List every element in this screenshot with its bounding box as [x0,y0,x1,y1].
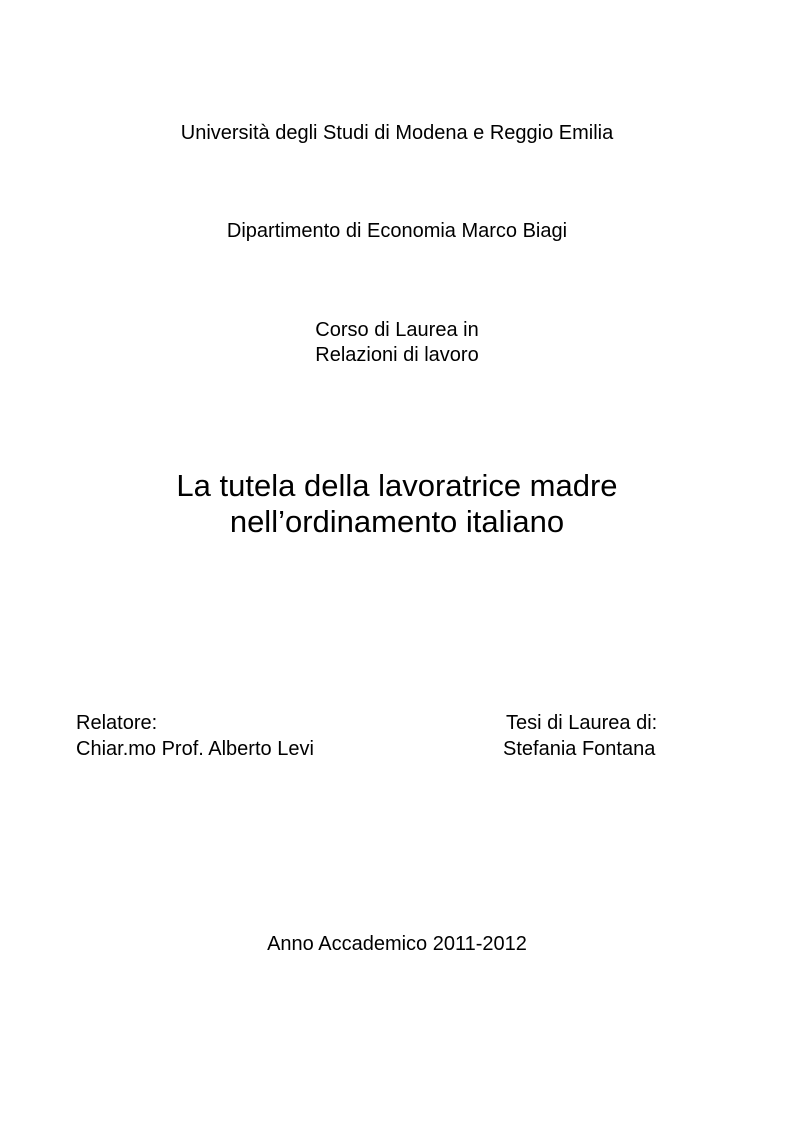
university-name: Università degli Studi di Modena e Reggio Emilia [180,122,614,144]
author-label: Tesi di Laurea di: [506,712,658,734]
course-label: Corso di Laurea in [315,319,479,341]
department-name: Dipartimento di Economia Marco Biagi [226,220,568,242]
supervisor-name: Chiar.mo Prof. Alberto Levi [76,738,314,760]
supervisor-label: Relatore: [76,712,158,734]
thesis-title-line-2: nell’ordinamento italiano [229,504,565,539]
author-name: Stefania Fontana [503,738,656,760]
thesis-title-line-1: La tutela della lavoratrice madre [176,468,618,503]
course-name: Relazioni di lavoro [315,344,479,366]
academic-year: Anno Accademico 2011-2012 [267,933,527,955]
